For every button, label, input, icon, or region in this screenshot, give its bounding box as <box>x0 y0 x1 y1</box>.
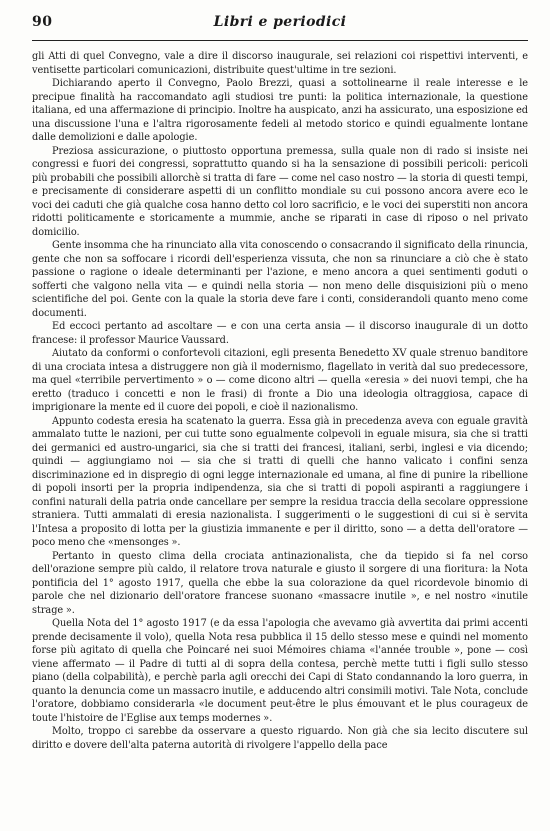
paragraph: Dichiarando aperto il Convegno, Paolo Brezzi, quasi a sottolinearne il reale interesse e le precipue finalità ha raccomandato agli studiosi tre punti: la politica internazionale, la questione italiana, ed una affermazione di principio. Inoltre ha auspicato, anzi ha assicurato, una esposizione ed una discussione l'una e l'altra rigorosamente fedeli al metodo storico e quindi egualmente lontane dalle demolizioni e dalle apologie. <box>32 78 528 143</box>
paragraph: Aiutato da conformi o confortevoli citazioni, egli presenta Benedetto XV quale strenuo banditore di una crociata intesa a distruggere non già il modernismo, flagellato in verità dal suo predecessore, ma quel «terribile pervertimento » o — come dicono altri — quella «eresia » dei nuovi tempi, che ha eretto (traduco i concetti e non le frasi) di fronte a Dio una ideologia oltraggiosa, capace di imprigionare la mente ed il cuore dei popoli, e cioè il nazionalismo. <box>32 348 528 413</box>
paragraph: Molto, troppo ci sarebbe da osservare a questo riguardo. Non già che sia lecito discutere sul diritto e dovere dell'alta paterna autorità di rivolgere l'appello della pace <box>32 726 528 751</box>
paragraph: Gente insomma che ha rinunciato alla vita conoscendo o consacrando il significato della rinuncia, gente che non sa soffocare i ricordi dell'esperienza vissuta, che non sa rinunciare a ciò che è stato passione o ragione o ideale determinanti per l'azione, e meno ancora a quei sentimenti goduti o sofferti che valgono nella vita — e quindi nella storia — non meno delle disquisizioni più o meno scientifiche del poi. Gente con la quale la storia deve fare i conti, considerandoli quanto meno come documenti. <box>32 240 528 319</box>
running-head: Libri e periodici <box>213 14 347 30</box>
paragraph: Pertanto in questo clima della crociata antinazionalista, che da tiepido si fa nel corso dell'orazione sempre più caldo, il relatore trova naturale e giusto il sorgere di una fioritura: la Nota pontificia del 1° agosto 1917, quella che ebbe la sua colorazione da quel ricordevole binomio di parole che nel dizionario dell'oratore francese suonano «massacre inutile », e nel nostro «inutile strage ». <box>32 550 528 616</box>
paragraph: gli Atti di quel Convegno, vale a dire il discorso inaugurale, sei relazioni coi rispettivi interventi, e ventisette particolari comunicazioni, distribuite quest'ultime in tre sezioni. <box>32 51 528 76</box>
article-body <box>32 50 528 820</box>
paragraph: Appunto codesta eresia ha scatenato la guerra. Essa già in precedenza aveva con eguale gravità ammalato tutte le nazioni, per cui tutte sono egualmente colpevoli in eguale misura, sia che si tratti dei germanici ed austro-ungarici, sia che si tratti dei francesi, italiani, serbi, inglesi e via dicendo; quindi — aggiungiamo noi — sia che si tratti di quelli che hanno valicato i confini senza discriminazione ed in dispregio di ogni legge internazionale ed umana, al fine di punire la ribellione di popoli insorti per la propria indipendenza, sia che si tratti di popoli aspiranti a raggiungere i confini naturali della patria onde cancellare per sempre la residua traccia della secolare oppressione straniera. Tutti ammalati di eresia nazionalista. I suggerimenti o le suggestioni di cui si è servita l'Intesa a proposito di lotta per la giustizia immanente e per il diritto, sono — a detta dell'oratore — poco meno che «mensonges ». <box>32 415 528 548</box>
paragraph: Preziosa assicurazione, o piuttosto opportuna premessa, sulla quale non di rado si insiste nei congressi e fuori dei congressi, soprattutto quando si ha la sensazione di possibili pericoli: pericoli più probabili che possibili allorchè si tratta di fare — come nel caso nostro — la storia di questi tempi, e precisamente di considerare aspetti di un conflitto mondiale su cui possono ancora avere eco le voci dei caduti che già qualche cosa hanno detto col loro sacrificio, e le voci dei superstiti non ancora ridotti politicamente e storicamente a mummie, anche se riparati in case di riposo o nel privato domicilio. <box>32 145 528 238</box>
paragraph: Ed eccoci pertanto ad ascoltare — e con una certa ansia — il discorso inaugurale di un dotto francese: il professor Maurice Vaussard. <box>32 321 528 346</box>
page-header <box>32 14 528 41</box>
page-number: 90 <box>32 14 53 30</box>
paragraph: Quella Nota del 1° agosto 1917 (e da essa l'apologia che avevamo già avvertita dai primi accenti prende decisamente il volo), quella Nota resa pubblica il 15 dello stesso mese e quindi nel momento forse più agitato di quella che Poincaré nei suoi Mémoires chiama «l'année trouble », pone — così viene affermato — il Padre di tutti al di sopra della contesa, perchè mette tutti i figli sullo stesso piano (della colpabilità), e perchè parla agli orecchi dei Capi di Stato condannando la loro guerra, in quanto la denuncia come un massacro inutile, e adducendo altri consimili motivi. Tale Nota, conclude l'oratore, dobbiamo considerarla «le document peut-être le plus émouvant et le plus courageux de toute l'histoire de l'Eglise aux temps modernes ». <box>32 618 528 724</box>
